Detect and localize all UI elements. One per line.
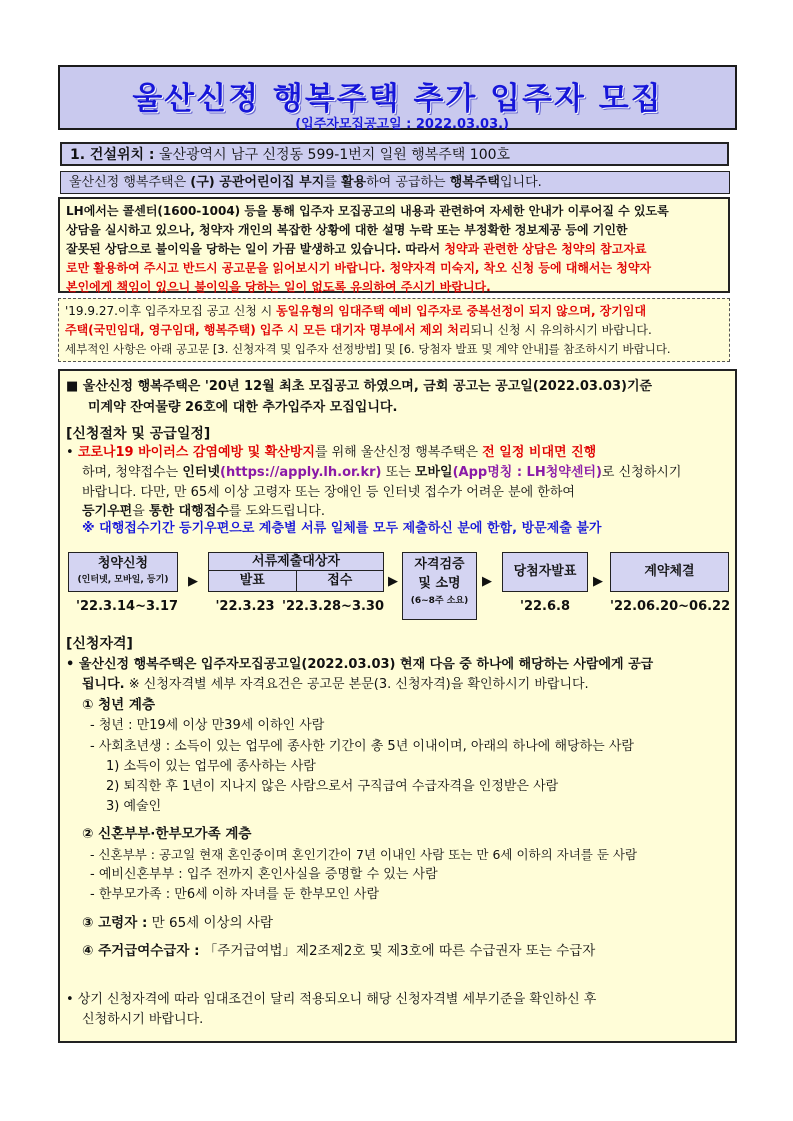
eligibility-line: • 울산신정 행복주택은 입주자모집공고일(2022.03.03) 현재 다음 중 하나에 해당하는 사람에게 공급 xyxy=(66,657,654,672)
warning-line: LH에서는 콜센터(1600-1004) 등을 통해 입주자 모집공고의 내용과 관련하여 자세한 안내가 이루어질 수 있도록 xyxy=(66,204,669,218)
category-subitem: 2) 퇴직한 후 1년이 지나지 않은 사람으로서 구직급여 수급자격을 인정받은 사람 xyxy=(106,779,559,794)
step-date: '22.3.14~3.17 xyxy=(76,599,179,614)
category-subitem: 3) 예술인 xyxy=(106,799,162,814)
warning-red-text: 청약과 관련한 상담은 청약의 참고자료 xyxy=(444,242,647,256)
app-name: (App명칭 : LH청약센터) xyxy=(452,465,602,480)
schedule-text: 또는 xyxy=(381,465,415,480)
intro-emphasis: 활용 xyxy=(340,175,367,190)
notice-line: 세부적인 사항은 아래 공고문 [3. 신청자격 및 입주자 선정방법] 및 [6. 당첨자 발표 및 계약 안내]를 참조하시기 바랍니다. xyxy=(65,342,671,356)
intro-text: 를 xyxy=(324,175,341,190)
proxy-text: 통한 대행접수 xyxy=(148,504,229,519)
arrow-icon: ▶ xyxy=(188,574,198,589)
main-intro-line: 미계약 잔여물량 26호에 대한 추가입주자 모집입니다. xyxy=(88,400,398,415)
step-title: 계약체결 xyxy=(644,564,695,579)
step-application xyxy=(68,552,178,592)
step-date: '22.3.28~3.30 xyxy=(281,599,385,614)
schedule-text: 하며, 청약접수는 xyxy=(82,465,183,480)
schedule-line xyxy=(66,443,596,462)
internet-text: 인터넷 xyxy=(182,465,220,480)
step-left-label: 발표 xyxy=(209,571,297,591)
category-item: - 한부모가족 : 만6세 이하 자녀를 둔 한부모인 사람 xyxy=(90,887,380,902)
title-banner xyxy=(58,65,737,130)
step-title: 및 소명 xyxy=(418,576,461,591)
arrow-icon: ▶ xyxy=(388,574,398,589)
step-date: '22.6.8 xyxy=(519,599,571,614)
main-intro-line: ■ 울산신정 행복주택은 '20년 12월 최초 모집공고 하였으며, 금회 공고는 공고일(2022.03.03)기준 xyxy=(66,379,653,394)
location-label: 1. 건설위치 : xyxy=(70,147,155,163)
announcement-date: (입주자모집공고일 : 2022.03.03.) xyxy=(295,117,509,132)
schedule-text: 을 xyxy=(132,504,149,519)
step-verification xyxy=(402,552,477,620)
notice-line xyxy=(65,321,723,340)
apply-url-link[interactable]: (https://apply.lh.or.kr) xyxy=(220,465,382,480)
schedule-line: 바랍니다. 다만, 만 65세 이상 고령자 또는 장애인 등 인터넷 접수가 어려운 분에 한하여 xyxy=(82,485,575,500)
non-contact-text: 전 일정 비대면 진행 xyxy=(482,445,597,460)
intro-text: 울산신정 행복주택은 xyxy=(69,175,191,190)
step-subtitle: (인터넷, 모바일, 등기) xyxy=(77,575,169,585)
schedule-text: 로 신청하시기 xyxy=(601,465,682,480)
proxy-note: ※ 대행접수기간 등기우편으로 계층별 서류 일체를 모두 제출하신 분에 한함, 방문제출 불가 xyxy=(82,521,602,536)
schedule-text: 를 도와드립니다. xyxy=(228,504,325,519)
warning-text: 잘못된 상담으로 불이익을 당하는 일이 가끔 발생하고 있습니다. 따라서 xyxy=(66,242,445,256)
intro-text: 입니다. xyxy=(499,175,542,190)
step-document-submission xyxy=(208,552,384,592)
arrow-icon: ▶ xyxy=(482,574,492,589)
category-label: ④ 주거급여수급자 : xyxy=(82,943,200,959)
warning-line: 로만 활용하여 주시고 반드시 공고문을 읽어보시기 바랍니다. 청약자격 미숙지, 착오 신청 등에 대해서는 청약자 xyxy=(66,261,652,275)
step-title: 서류제출대상자 xyxy=(209,553,383,571)
intro-emphasis: 행복주택 xyxy=(449,175,500,190)
consultation-warning xyxy=(58,197,730,293)
eligibility-note: ※ 신청자격별 세부 자격요건은 공고문 본문(3. 신청자격)을 확인하시기 바랍니다. xyxy=(124,677,589,692)
warning-line: 본인에게 책임이 있으니 불이익을 당하는 일이 없도록 유의하여 주시기 바랍니다. xyxy=(66,280,491,294)
footer-note-line: • 상기 신청자격에 따라 임대조건이 달리 적용되오니 해당 신청자격별 세부기준을 확인하신 후 xyxy=(66,992,597,1007)
category-desc: 만 65세 이상의 사람 xyxy=(147,915,273,931)
category-youth: ① 청년 계층 xyxy=(82,697,155,713)
notice-red-text: 동일유형의 임대주택 예비 입주자로 중복선정이 되지 않으며, 장기임대 xyxy=(276,304,647,318)
warning-line: 상담을 실시하고 있으나, 청약자 개인의 복잡한 상황에 대한 설명 누락 또는 부정확한 정보제공 등에 기인한 xyxy=(66,223,628,237)
step-winner-announcement xyxy=(502,552,588,592)
notice-text: '19.9.27.이후 입주자모집 공고 신청 시 xyxy=(65,304,277,318)
intro-site: (구) 공관어린이집 부지 xyxy=(190,175,325,190)
category-elderly xyxy=(82,914,273,933)
main-content xyxy=(58,369,737,1043)
location-value: 울산광역시 남구 신정동 599-1번지 일원 행복주택 100호 xyxy=(158,147,511,163)
warning-line xyxy=(66,240,722,259)
footer-note-line: 신청하시기 바랍니다. xyxy=(82,1012,204,1027)
covid-text: 코로나19 바이러스 감염예방 및 확산방지 xyxy=(77,445,315,460)
step-subtitle: (6~8주 소요) xyxy=(410,596,469,606)
category-item: - 예비신혼부부 : 입주 전까지 혼인사실을 증명할 수 있는 사람 xyxy=(90,867,438,882)
mobile-text: 모바일 xyxy=(414,465,453,480)
duplicate-notice xyxy=(58,298,730,362)
location-bar xyxy=(60,142,729,166)
step-contract xyxy=(610,552,729,592)
category-subitem: 1) 소득이 있는 업무에 종사하는 사람 xyxy=(106,759,316,774)
schedule-text: 를 위해 울산신정 행복주택은 xyxy=(314,445,483,460)
page-title: 울산신정 행복주택 추가 입주자 모집 xyxy=(132,81,663,117)
step-title: 당첨자발표 xyxy=(513,564,577,579)
step-title: 청약신청 xyxy=(97,556,149,571)
step-right-label: 접수 xyxy=(327,573,353,588)
arrow-icon: ▶ xyxy=(593,574,603,589)
notice-line xyxy=(65,302,723,321)
intro-bar xyxy=(60,171,730,194)
intro-text: 하여 공급하는 xyxy=(366,175,450,190)
category-label: ③ 고령자 : xyxy=(82,915,148,931)
category-item: - 청년 : 만19세 이상 만39세 이하인 사람 xyxy=(90,718,325,733)
section-heading-schedule: [신청절차 및 공급일정] xyxy=(66,426,211,442)
eligibility-line xyxy=(82,675,589,694)
registered-mail-text: 등기우편 xyxy=(82,504,133,519)
notice-text: 되니 신청 시 유의하시기 바랍니다. xyxy=(470,323,652,337)
schedule-line xyxy=(82,463,681,482)
section-heading-eligibility: [신청자격] xyxy=(66,636,133,652)
category-item: - 신혼부부 : 공고일 현재 혼인중이며 혼인기간이 7년 이내인 사람 또는 만 6세 이하의 자녀를 둔 사람 xyxy=(90,847,638,862)
category-item: - 사회초년생 : 소득이 있는 업무에 종사한 기간이 총 5년 이내이며, 아래의 하나에 해당하는 사람 xyxy=(90,739,634,754)
eligibility-text: 됩니다. xyxy=(82,677,125,692)
notice-red-text: 주택(국민임대, 영구임대, 행복주택) 입주 시 모든 대기자 명부에서 제외 처리 xyxy=(65,323,471,337)
category-housing-benefit xyxy=(82,942,595,961)
step-date: '22.3.23 xyxy=(215,599,275,614)
step-date: '22.06.20~06.22 xyxy=(610,599,731,614)
bullet: • xyxy=(66,445,78,460)
category-desc: 「주거급여법」제2조제2호 및 제3호에 따른 수급권자 또는 수급자 xyxy=(199,943,596,959)
step-title: 자격검증 xyxy=(414,557,465,572)
category-newlywed: ② 신혼부부·한부모가족 계층 xyxy=(82,826,252,842)
